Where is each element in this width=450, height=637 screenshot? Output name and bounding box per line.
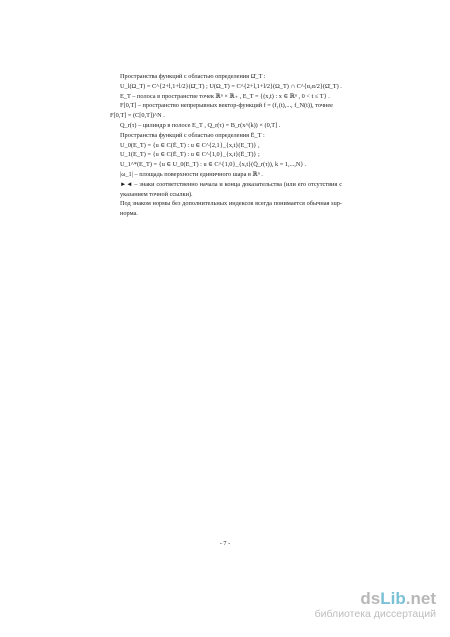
- page-number: - 7 -: [219, 540, 231, 547]
- text-line: U_1^*(E_T) = {u ∈ U_0(E_T) : u ∈ C^{1,0}_{x,t}(Q̄_r(τ)), k = 1,...,N} .: [120, 161, 307, 169]
- logo-lib: Lib: [380, 589, 406, 608]
- logo-ds: ds: [360, 589, 381, 608]
- text-line: ►◄ – знаки соответственно начала и конца доказательства (или его отсутствия с указанием точной ссылки).: [120, 180, 342, 198]
- dslib-logo: [315, 589, 436, 608]
- text-line: Под знаком нормы без дополнительных индексов всегда понимается обычная sup-норма.: [120, 200, 342, 218]
- text-line: Пространства функций с областью определения Ω̄_T :: [120, 73, 266, 80]
- document-text: [110, 72, 342, 219]
- text-line: F[0,T] – пространство непрерывных вектор-функций f = (f₁(t),..., f_N(t)), точнее: [120, 102, 333, 110]
- text-line: E_T – полоса в пространстве точек ℝⁿ × ℝ₊ , E_T = {(x,t) : x ∈ ℝⁿ , 0 < t ≤ T} .: [120, 92, 330, 100]
- text-line: U_l(Ω_T) = C^{2+l,1+l/2}(Ω̄_T) ; U(Ω_T) = C^{2+l,1+l/2}(Ω_T) ∩ C^{α,α/2}(Ω̄_T) .: [120, 82, 342, 90]
- text-line: F[0,T] = (C[0,T])^N .: [110, 112, 165, 120]
- text-line: Пространства функций с областью определения Ē_T :: [120, 131, 265, 139]
- watermark-subtitle: библиотека диссертаций: [314, 608, 436, 620]
- text-line: U_0(E_T) = {u ∈ C(Ē_T) : u ∈ C^{2,1}_{x,t}(E_T)} ,: [120, 141, 260, 149]
- logo-net: .net: [405, 589, 436, 608]
- text-line: |ω_1| – площадь поверхности единичного шара в ℝⁿ .: [120, 170, 263, 178]
- dslib-watermark: [315, 589, 436, 621]
- text-line: U_1(E_T) = {u ∈ C(Ē_T) : u ∈ C^{1,0}_{x,t}(Ē_T)} ;: [120, 151, 260, 159]
- text-line: Q_r(τ) – цилиндр в полосе E_T , Q_r(τ) = B_r(x^(k)) × (0,T] .: [120, 121, 281, 129]
